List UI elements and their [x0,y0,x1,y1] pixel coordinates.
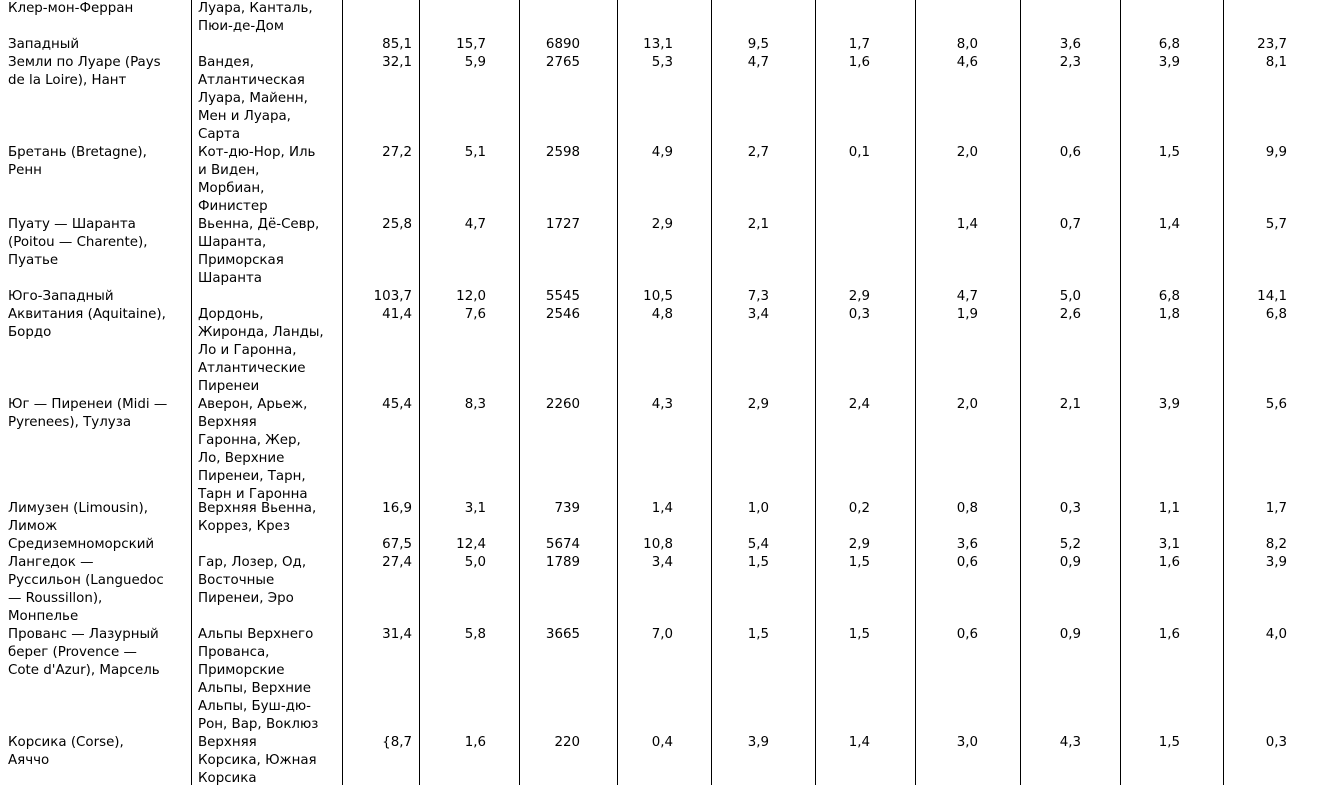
value-cell-c10: 1,7 [1265,501,1287,516]
departments-cell: Верхняя Вьенна, Коррез, Крез [198,501,317,534]
value-cell-c8: 0,3 [1059,501,1081,516]
value-cell-c4: 7,0 [651,627,673,642]
value-cell-c1: 103,7 [373,289,412,304]
value-cell-c5: 3,9 [747,735,769,750]
value-cell-c6: 1,6 [848,55,870,70]
region-name-cell: Юг — Пиренеи (Midi — Pyrenees), Тулуза [8,397,168,430]
value-cell-c9: 1,5 [1158,145,1180,160]
value-cell-c8: 0,9 [1059,555,1081,570]
value-cell-c3: 1727 [545,217,580,232]
departments-cell: Альпы Верхнего Прованса, Приморские Альпы, Верхние Альпы, Буш-дю- Рон, Вар, Воклюз [198,627,319,732]
value-cell-c9: 1,1 [1158,501,1180,516]
column-divider [342,0,343,785]
value-cell-c5: 2,7 [747,145,769,160]
value-cell-c2: 5,9 [464,55,486,70]
value-cell-c10: 14,1 [1257,289,1287,304]
value-cell-c3: 6890 [545,37,580,52]
value-cell-c1: 41,4 [382,307,412,322]
value-cell-c6: 1,7 [848,37,870,52]
value-cell-c10: 9,9 [1265,145,1287,160]
value-cell-c1: 32,1 [382,55,412,70]
value-cell-c8: 2,3 [1059,55,1081,70]
value-cell-c4: 4,8 [651,307,673,322]
value-cell-c6: 0,2 [848,501,870,516]
value-cell-c2: 3,1 [464,501,486,516]
value-cell-c8: 2,1 [1059,397,1081,412]
value-cell-c5: 7,3 [747,289,769,304]
region-name-cell: Юго-Западный [8,289,114,304]
value-cell-c10: 8,2 [1265,537,1287,552]
departments-cell: Вьенна, Дё-Севр, Шаранта, Приморская Шаранта [198,217,320,286]
value-cell-c6: 1,5 [848,555,870,570]
value-cell-c4: 2,9 [651,217,673,232]
value-cell-c2: 12,0 [456,289,486,304]
column-divider [419,0,420,785]
value-cell-c5: 5,4 [747,537,769,552]
value-cell-c7: 8,0 [956,37,978,52]
value-cell-c3: 5545 [545,289,580,304]
value-cell-c1: 25,8 [382,217,412,232]
value-cell-c4: 5,3 [651,55,673,70]
departments-cell: Дордонь, Жиронда, Ланды, Ло и Гаронна, Атлантические Пиренеи [198,307,324,394]
value-cell-c8: 0,6 [1059,145,1081,160]
column-divider [815,0,816,785]
value-cell-c2: 5,0 [464,555,486,570]
value-cell-c3: 3665 [545,627,580,642]
value-cell-c9: 1,4 [1158,217,1180,232]
value-cell-c3: 1789 [545,555,580,570]
value-cell-c5: 1,0 [747,501,769,516]
value-cell-c7: 3,0 [956,735,978,750]
value-cell-c1: 16,9 [382,501,412,516]
value-cell-c3: 5674 [545,537,580,552]
value-cell-c7: 4,7 [956,289,978,304]
region-name-cell: Аквитания (Aquitaine), Бордо [8,307,166,340]
value-cell-c7: 1,4 [956,217,978,232]
region-name-cell: Лангедок — Руссильон (Languedoc — Roussillon), Монпелье [8,555,164,624]
value-cell-c10: 0,3 [1265,735,1287,750]
value-cell-c8: 5,2 [1059,537,1081,552]
value-cell-c7: 0,6 [956,627,978,642]
column-divider [1223,0,1224,785]
column-divider [1020,0,1021,785]
region-name-cell: Средиземноморский [8,537,155,552]
value-cell-c9: 1,8 [1158,307,1180,322]
value-cell-c2: 1,6 [464,735,486,750]
column-divider [617,0,618,785]
value-cell-c4: 10,5 [643,289,673,304]
value-cell-c2: 12,4 [456,537,486,552]
value-cell-c1: 31,4 [382,627,412,642]
value-cell-c3: 2546 [545,307,580,322]
value-cell-c3: 220 [554,735,580,750]
value-cell-c2: 7,6 [464,307,486,322]
value-cell-c7: 0,8 [956,501,978,516]
value-cell-c7: 2,0 [956,145,978,160]
value-cell-c7: 3,6 [956,537,978,552]
column-divider [711,0,712,785]
value-cell-c4: 10,8 [643,537,673,552]
value-cell-c6: 1,5 [848,627,870,642]
value-cell-c6: 0,3 [848,307,870,322]
value-cell-c10: 5,6 [1265,397,1287,412]
value-cell-c7: 1,9 [956,307,978,322]
value-cell-c7: 4,6 [956,55,978,70]
departments-cell: Вандея, Атлантическая Луара, Майенн, Мен и Луара, Сарта [198,55,308,142]
value-cell-c1: 27,2 [382,145,412,160]
value-cell-c8: 5,0 [1059,289,1081,304]
value-cell-c8: 0,9 [1059,627,1081,642]
column-divider [191,0,192,785]
value-cell-c2: 5,8 [464,627,486,642]
value-cell-c6: 0,1 [848,145,870,160]
value-cell-c10: 3,9 [1265,555,1287,570]
region-name-cell: Западный [8,37,80,52]
value-cell-c3: 2598 [545,145,580,160]
value-cell-c5: 1,5 [747,627,769,642]
value-cell-c3: 2260 [545,397,580,412]
value-cell-c1: 27,4 [382,555,412,570]
value-cell-c6: 2,4 [848,397,870,412]
value-cell-c10: 5,7 [1265,217,1287,232]
value-cell-c9: 1,6 [1158,627,1180,642]
region-name-cell: Пуату — Шаранта (Poitou — Charente), Пуатье [8,217,148,268]
value-cell-c10: 4,0 [1265,627,1287,642]
value-cell-c9: 1,6 [1158,555,1180,570]
value-cell-c2: 15,7 [456,37,486,52]
value-cell-c4: 3,4 [651,555,673,570]
region-name-cell: Земли по Луаре (Pays de la Loire), Нант [8,55,161,88]
value-cell-c5: 2,1 [747,217,769,232]
value-cell-c3: 739 [554,501,580,516]
value-cell-c7: 0,6 [956,555,978,570]
value-cell-c6: 1,4 [848,735,870,750]
departments-cell: Луара, Канталь, Пюи-де-Дом [198,1,313,34]
value-cell-c2: 5,1 [464,145,486,160]
value-cell-c1: 85,1 [382,37,412,52]
value-cell-c6: 2,9 [848,537,870,552]
value-cell-c6: 2,9 [848,289,870,304]
departments-cell: Верхняя Корсика, Южная Корсика [198,735,317,786]
column-divider [915,0,916,785]
value-cell-c10: 8,1 [1265,55,1287,70]
value-cell-c4: 13,1 [643,37,673,52]
value-cell-c5: 3,4 [747,307,769,322]
value-cell-c1: {8,7 [382,735,412,750]
value-cell-c1: 67,5 [382,537,412,552]
region-name-cell: Лимузен (Limousin), Лимож [8,501,148,534]
value-cell-c5: 9,5 [747,37,769,52]
value-cell-c7: 2,0 [956,397,978,412]
value-cell-c9: 1,5 [1158,735,1180,750]
value-cell-c5: 1,5 [747,555,769,570]
value-cell-c10: 23,7 [1257,37,1287,52]
departments-cell: Гар, Лозер, Од, Восточные Пиренеи, Эро [198,555,307,606]
region-name-cell: Бретань (Bretagne), Ренн [8,145,147,178]
value-cell-c4: 4,9 [651,145,673,160]
value-cell-c8: 0,7 [1059,217,1081,232]
region-name-cell: Клер-мон-Ферран [8,1,134,16]
value-cell-c8: 2,6 [1059,307,1081,322]
value-cell-c9: 6,8 [1158,37,1180,52]
value-cell-c9: 3,9 [1158,397,1180,412]
value-cell-c5: 2,9 [747,397,769,412]
value-cell-c9: 3,9 [1158,55,1180,70]
value-cell-c8: 4,3 [1059,735,1081,750]
value-cell-c1: 45,4 [382,397,412,412]
column-divider [519,0,520,785]
value-cell-c2: 4,7 [464,217,486,232]
value-cell-c9: 3,1 [1158,537,1180,552]
value-cell-c4: 1,4 [651,501,673,516]
value-cell-c2: 8,3 [464,397,486,412]
column-divider [1120,0,1121,785]
departments-cell: Аверон, Арьеж, Верхняя Гаронна, Жер, Ло, Верхние Пиренеи, Тарн, Тарн и Гаронна [198,397,308,502]
value-cell-c5: 4,7 [747,55,769,70]
region-name-cell: Корсика (Corse), Аяччо [8,735,124,768]
region-name-cell: Прованс — Лазурный берег (Provence — Cote d'Azur), Марсель [8,627,160,678]
value-cell-c3: 2765 [545,55,580,70]
departments-cell: Кот-дю-Нор, Иль и Виден, Морбиан, Финистер [198,145,316,214]
value-cell-c8: 3,6 [1059,37,1081,52]
value-cell-c4: 4,3 [651,397,673,412]
value-cell-c10: 6,8 [1265,307,1287,322]
value-cell-c9: 6,8 [1158,289,1180,304]
value-cell-c4: 0,4 [651,735,673,750]
